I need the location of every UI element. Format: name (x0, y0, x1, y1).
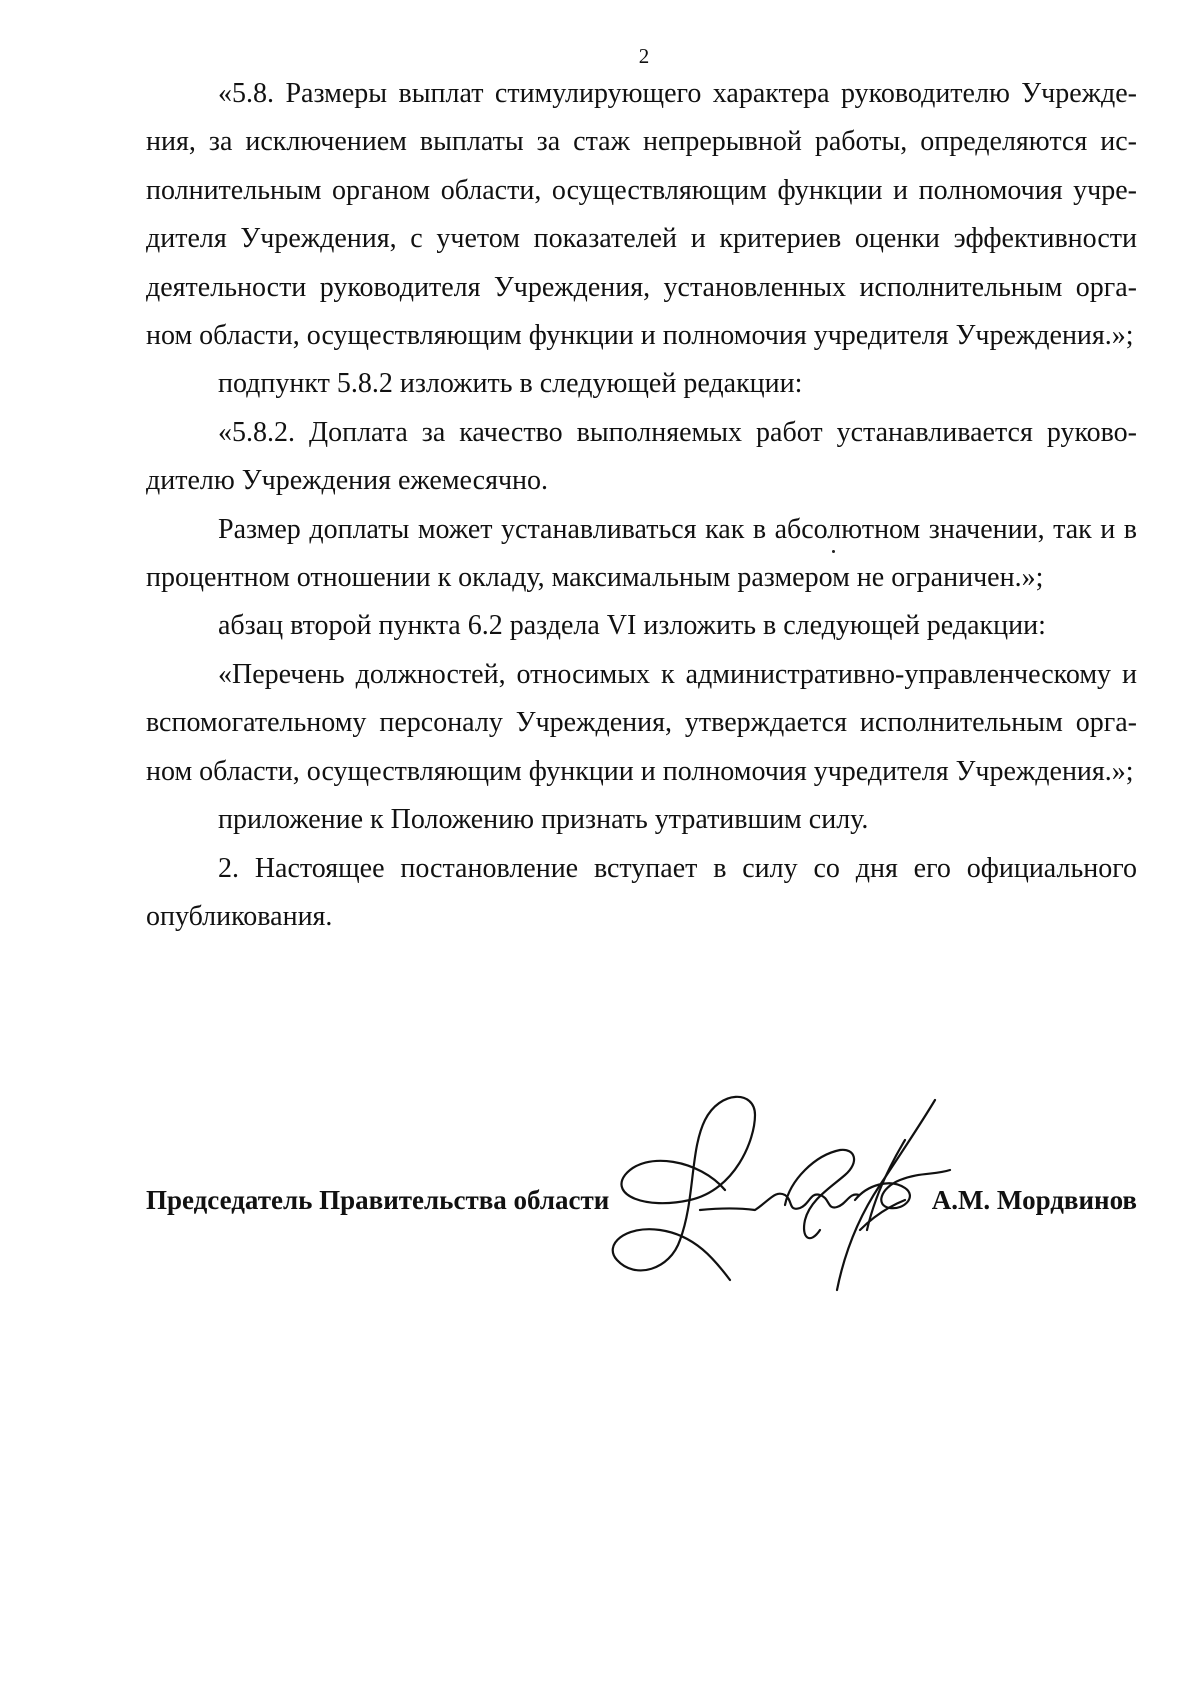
signer-name: А.М. Мордвинов (931, 1185, 1137, 1215)
signature-block (146, 1180, 1137, 1230)
paragraph-entry-into-force: 2. Настоящее постановление вступает в силу со дня его официального опубликования. (146, 852, 1137, 932)
paragraph-annex-repeal: приложение к Положению признать утратившим силу. (218, 804, 869, 836)
scan-speck (832, 550, 835, 553)
paragraph-positions-list: «Перечень должностей, относимых к административно-управленческому и вспомогательному персоналу Учреждения, утверждается исполнительным органом области, осуществляющим функции и полномочия учредителя Учреждения.»; (146, 658, 1137, 787)
paragraph-surcharge-size: Размер доплаты может устанавливаться как в абсолютном значении, так и в процентном отношении к окладу, максимальным размером не ограничен.»; (146, 513, 1137, 594)
document-body (146, 70, 1137, 941)
paragraph-subpoint-5-8-2-intro: подпункт 5.8.2 изложить в следующей редакции: (218, 368, 803, 400)
page-number: 2 (638, 44, 650, 68)
signer-title: Председатель Правительства области (146, 1185, 610, 1215)
paragraph-6-2-intro: абзац второй пункта 6.2 раздела VI изложить в следующей редакции: (218, 610, 1046, 642)
paragraph-5-8-2: «5.8.2. Доплата за качество выполняемых работ устанавливается руководителю Учреждения ежемесячно. (146, 416, 1137, 497)
paragraph-5-8: «5.8. Размеры выплат стимулирующего характера руководителю Учреждения, за исключением выплаты за стаж непрерывной работы, определяются исполнительным органом области, осуществляющим функции и полномочия учредителя Учреждения, с учетом показателей и критериев оценки эффективности деятельности руководителя Учреждения, установленных исполнительным органом области, осуществляющим функции и полномочия учредителя Учреждения.»; (146, 78, 1137, 352)
